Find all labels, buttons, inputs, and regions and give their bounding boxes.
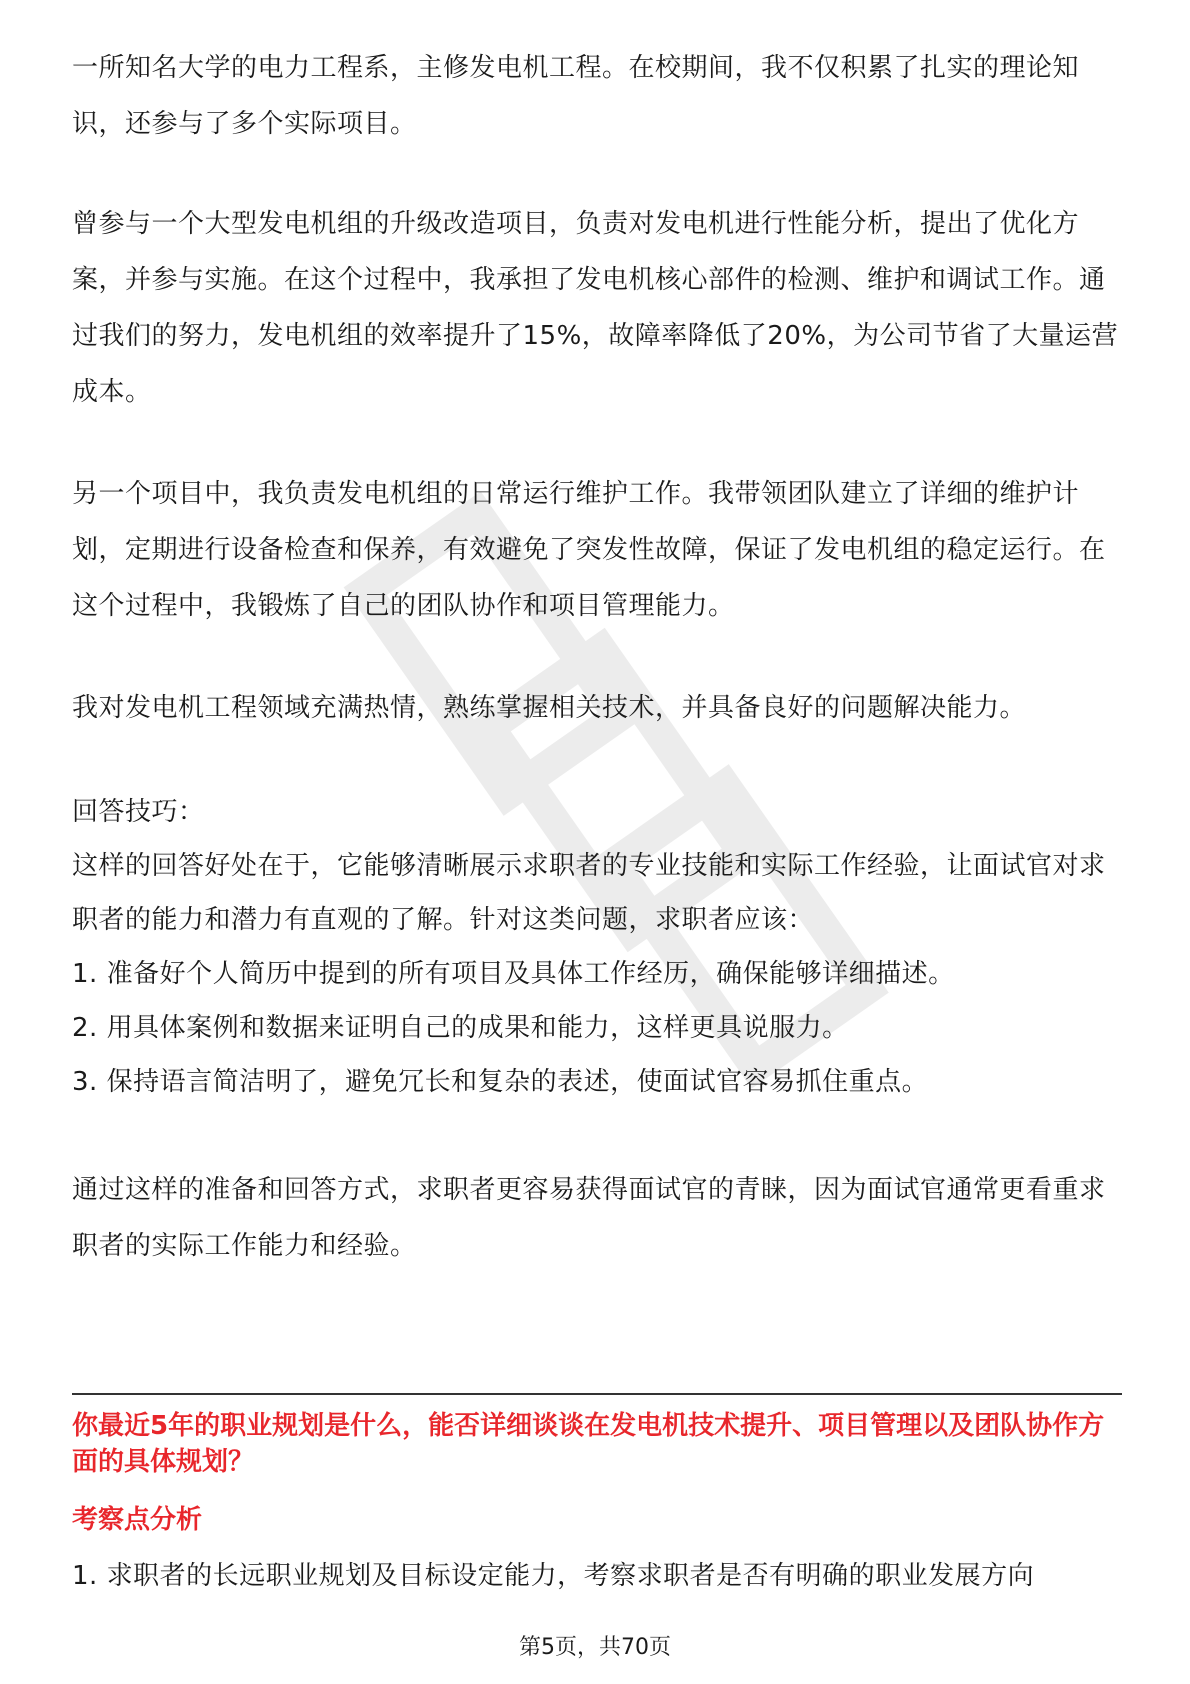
analysis-heading: 考察点分析 [72,1505,203,1535]
tips-item-2: 2. 用具体案例和数据来证明自己的成果和能力，这样更具说服力。 [72,1013,849,1043]
tips-item-3: 3. 保持语言简洁明了，避免冗长和复杂的表述，使面试官容易抓住重点。 [72,1067,929,1097]
tips-conclusion-text: 通过这样的准备和回答方式，求职者更容易获得面试官的青睐，因为面试官通常更看重求职者的实际工作能力和经验。 [72,1175,1106,1261]
paragraph-4-text: 我对发电机工程领域充满热情，熟练掌握相关技术，并具备良好的问题解决能力。 [72,693,1027,723]
paragraph-1-text: 一所知名大学的电力工程系，主修发电机工程。在校期间，我不仅积累了扎实的理论知识，还参与了多个实际项目。 [72,53,1080,139]
tips-item-1: 1. 准备好个人简历中提到的所有项目及具体工作经历，确保能够详细描述。 [72,959,955,989]
paragraph-4 [72,680,1122,736]
page-number: 第5页，共70页 [519,1635,671,1660]
interview-question: 你最近5年的职业规划是什么，能否详细谈谈在发电机技术提升、项目管理以及团队协作方面的具体规划？ [72,1411,1105,1477]
paragraph-3-text: 另一个项目中，我负责发电机组的日常运行维护工作。我带领团队建立了详细的维护计划，定期进行设备检查和保养，有效避免了突发性故障，保证了发电机组的稳定运行。在这个过程中，我锻炼了自己的团队协作和项目管理能力。 [72,479,1106,621]
tips-intro: 这样的回答好处在于，它能够清晰展示求职者的专业技能和实际工作经验，让面试官对求职者的能力和潜力有直观的了解。针对这类问题，求职者应该： [72,851,1106,935]
paragraph-3 [72,466,1122,634]
tips-conclusion [72,1162,1122,1274]
paragraph-1 [72,40,1122,152]
paragraph-2 [72,196,1122,420]
tips-heading: 回答技巧： [72,797,205,827]
analysis-item-1: 1. 求职者的长远职业规划及目标设定能力，考察求职者是否有明确的职业发展方向 [72,1561,1035,1591]
page-footer [0,1633,1190,1663]
answer-tips-section [72,785,1122,1109]
paragraph-2-text: 曾参与一个大型发电机组的升级改造项目，负责对发电机进行性能分析，提出了优化方案，并参与实施。在这个过程中，我承担了发电机核心部件的检测、维护和调试工作。通过我们的努力，发电机组的效率提升了15%，故障率降低了20%，为公司节省了大量运营成本。 [72,209,1119,407]
section-divider [72,1393,1122,1395]
